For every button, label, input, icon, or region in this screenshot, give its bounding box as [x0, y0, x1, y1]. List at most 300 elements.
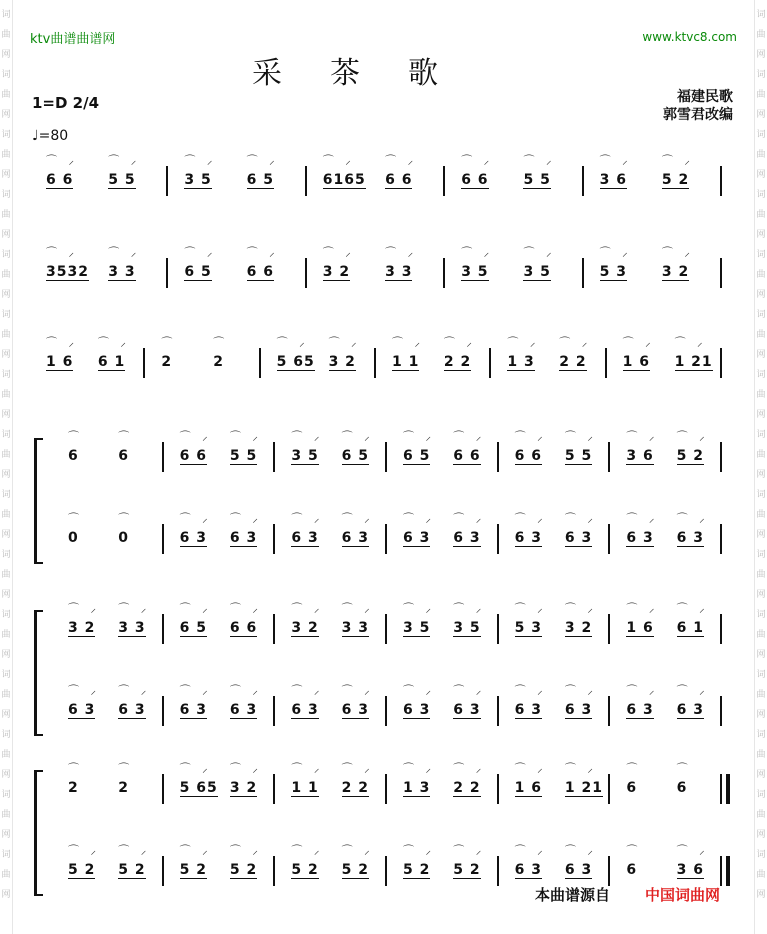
- barline: [166, 258, 168, 288]
- watermark-glyph: 网: [1, 230, 11, 240]
- watermark-glyph: 曲: [756, 570, 766, 580]
- watermark-glyph: 词: [1, 250, 11, 260]
- barline: [273, 614, 275, 644]
- ornament-mark: ⌒ ⸝: [97, 336, 130, 349]
- note-group: 2: [118, 780, 129, 796]
- note-group: 6 5: [179, 620, 208, 636]
- ornament-mark: ⌒ ⸝: [661, 246, 694, 259]
- note-group: 6 3: [403, 702, 431, 718]
- note-group: 2 2: [453, 780, 481, 796]
- watermark-glyph: 曲: [1, 270, 11, 280]
- barline: [497, 774, 499, 804]
- tempo-marking: ♩=80: [32, 128, 69, 144]
- ornament-mark: ⌒ ⸝: [46, 246, 78, 259]
- watermark-glyph: 词: [756, 130, 766, 140]
- ornament-mark: ⌒ ⸝: [514, 684, 547, 697]
- watermark-glyph: 词: [756, 790, 766, 800]
- note-group: 6 3: [453, 702, 481, 718]
- note-group: 6 6: [514, 448, 543, 464]
- ornament-mark: ⌒ ⸝: [514, 512, 547, 525]
- ornament-mark: ⌒ ⸝: [229, 684, 262, 697]
- note-group: 5 5: [564, 448, 593, 464]
- ornament-mark: ⌒ ⸝: [564, 512, 597, 525]
- key-signature: 1=D 2/4: [32, 94, 100, 112]
- staff-row: [54, 428, 724, 474]
- ornament-mark: ⌒ ⸝: [564, 762, 597, 775]
- note-group: 6 3: [564, 530, 593, 546]
- barline: [720, 696, 722, 726]
- watermark-glyph: 曲: [1, 90, 11, 100]
- barline: [273, 524, 275, 554]
- ornament-mark: ⌒ ⸝: [291, 762, 324, 775]
- note-group: 3 2: [291, 620, 319, 636]
- watermark-glyph: 网: [1, 890, 11, 900]
- ornament-mark: ⌒ ⸝: [559, 336, 592, 349]
- watermark-glyph: 词: [756, 730, 766, 740]
- ornament-mark: ⌒ ⸝: [322, 154, 355, 167]
- ornament-mark: ⌒ ⸝: [291, 512, 324, 525]
- watermark-glyph: 词: [1, 310, 11, 320]
- barline: [273, 696, 275, 726]
- note-group: 5 2: [118, 862, 146, 878]
- note-group: 3 5: [403, 620, 431, 636]
- note-group: 5 5: [108, 172, 136, 188]
- staff-row: [32, 334, 724, 380]
- ornament-mark: ⌒ ⸝: [599, 246, 632, 259]
- ornament-mark: ⌒ ⸝: [108, 246, 141, 259]
- note-group: 5 3: [514, 620, 543, 636]
- ornament-mark: ⌒ ⸝: [46, 336, 78, 349]
- note-group: 1 1: [392, 354, 420, 370]
- watermark-glyph: 曲: [756, 750, 766, 760]
- barline: [489, 348, 491, 378]
- ornament-mark: ⌒ ⸝: [68, 684, 100, 697]
- barline: [720, 166, 722, 196]
- ornament-mark: ⌒ ⸝: [453, 602, 486, 615]
- note-group: 1 3: [403, 780, 431, 796]
- ornament-mark: ⌒ ⸝: [385, 246, 418, 259]
- watermark-glyph: 词: [756, 250, 766, 260]
- note-group: 6 3: [229, 702, 258, 718]
- ornament-mark: ⌒ ⸝: [523, 246, 556, 259]
- ornament-mark: ⌒ ⸝: [68, 844, 100, 857]
- note-group: 3 5: [523, 264, 551, 280]
- ornament-mark: ⌒ ⸝: [179, 762, 212, 775]
- ornament-mark: ⌒ ⸝: [403, 844, 435, 857]
- note-group: 6 3: [514, 862, 543, 878]
- watermark-glyph: 曲: [756, 870, 766, 880]
- note-group: 5 2: [291, 862, 319, 878]
- arranger-label: 郭雪君改编: [663, 107, 733, 123]
- note-group: 3532: [46, 264, 89, 280]
- staff-row: [32, 152, 724, 198]
- note-group: 3 2: [68, 620, 96, 636]
- watermark-glyph: 网: [1, 830, 11, 840]
- ornament-mark: ⌒ ⸝: [118, 844, 151, 857]
- ornament-mark: ⌒ ⸝: [341, 844, 374, 857]
- watermark-glyph: 网: [756, 230, 766, 240]
- ornament-mark: ⌒ ⸝: [341, 762, 374, 775]
- watermark-glyph: 网: [1, 470, 11, 480]
- ornament-mark: ⌒ ⸝: [328, 336, 361, 349]
- ornament-mark: ⌒ ⸝: [184, 154, 217, 167]
- watermark-glyph: 曲: [1, 510, 11, 520]
- note-group: 3 3: [341, 620, 369, 636]
- song-title: 采茶歌: [252, 56, 486, 91]
- note-group: 3 6: [676, 862, 704, 878]
- barline: [305, 258, 307, 288]
- note-group: 1 21: [674, 354, 713, 370]
- note-group: 5 65: [276, 354, 315, 370]
- watermark-glyph: 网: [1, 650, 11, 660]
- watermark-glyph: 曲: [1, 30, 11, 40]
- note-group: 6 3: [453, 530, 481, 546]
- watermark-glyph: 曲: [1, 450, 11, 460]
- barline: [385, 696, 387, 726]
- site-name-left[interactable]: ktv曲谱曲谱网: [30, 32, 116, 47]
- watermark-glyph: 词: [756, 70, 766, 80]
- ornament-mark: ⌒ ⸝: [514, 844, 547, 857]
- watermark-glyph: 网: [756, 650, 766, 660]
- ornament-mark: ⌒ ⸝: [291, 430, 324, 443]
- watermark-glyph: 网: [1, 170, 11, 180]
- barline: [720, 442, 722, 472]
- ornament-mark: ⌒ ⸝: [179, 684, 212, 697]
- note-group: 6 3: [341, 530, 369, 546]
- system-brace: [34, 438, 43, 564]
- note-group: 5 3: [599, 264, 627, 280]
- watermark-glyph: 词: [756, 850, 766, 860]
- watermark-glyph: 曲: [756, 810, 766, 820]
- ornament-mark: ⌒ ⸝: [385, 154, 418, 167]
- note-group: 6 3: [514, 530, 543, 546]
- note-group: 0: [118, 530, 129, 546]
- note-group: 3 3: [108, 264, 136, 280]
- watermark-glyph: 网: [756, 830, 766, 840]
- watermark-glyph: 曲: [1, 690, 11, 700]
- ornament-mark: ⌒ ⸝: [291, 602, 324, 615]
- ornament-mark: ⌒ ⸝: [246, 246, 279, 259]
- note-group: 6 1: [676, 620, 704, 636]
- watermark-glyph: 词: [1, 550, 11, 560]
- note-group: 2: [213, 354, 224, 370]
- ornament-mark: ⌒: [626, 844, 642, 857]
- ornament-mark: ⌒ ⸝: [341, 684, 374, 697]
- watermark-glyph: 曲: [756, 330, 766, 340]
- ornament-mark: ⌒ ⸝: [461, 154, 494, 167]
- ornament-mark: ⌒ ⸝: [179, 602, 212, 615]
- ornament-mark: ⌒ ⸝: [676, 602, 709, 615]
- note-group: 6: [676, 780, 688, 796]
- watermark-glyph: 网: [756, 710, 766, 720]
- barline: [385, 856, 387, 886]
- ornament-mark: ⌒ ⸝: [676, 684, 709, 697]
- watermark-glyph: 曲: [1, 630, 11, 640]
- watermark-glyph: 曲: [756, 270, 766, 280]
- barline: [162, 614, 164, 644]
- note-group: 1 6: [622, 354, 651, 370]
- note-group: 1 6: [626, 620, 654, 636]
- watermark-glyph: 词: [1, 670, 11, 680]
- barline: [162, 524, 164, 554]
- watermark-glyph: 网: [756, 50, 766, 60]
- footer-brand-link[interactable]: 中国词曲网: [645, 886, 721, 904]
- barline: [497, 856, 499, 886]
- watermark-glyph: 网: [756, 530, 766, 540]
- watermark-glyph: 词: [756, 430, 766, 440]
- note-group: 3 6: [599, 172, 627, 188]
- note-group: 0: [68, 530, 79, 546]
- watermark-glyph: 词: [756, 190, 766, 200]
- watermark-glyph: 词: [1, 370, 11, 380]
- ornament-mark: ⌒ ⸝: [322, 246, 355, 259]
- ornament-mark: ⌒: [213, 336, 229, 349]
- barline: [608, 442, 610, 472]
- barline: [162, 442, 164, 472]
- ornament-mark: ⌒ ⸝: [108, 154, 141, 167]
- note-group: 5 2: [661, 172, 690, 188]
- watermark-glyph: 词: [1, 430, 11, 440]
- ornament-mark: ⌒ ⸝: [46, 154, 78, 167]
- note-group: 6 6: [46, 172, 74, 188]
- barline: [259, 348, 261, 378]
- ornament-mark: ⌒ ⸝: [229, 762, 262, 775]
- watermark-glyph: 词: [1, 490, 11, 500]
- ornament-mark: ⌒ ⸝: [564, 430, 597, 443]
- barline: [720, 258, 722, 288]
- ornament-mark: ⌒ ⸝: [118, 684, 151, 697]
- watermark-glyph: 网: [1, 770, 11, 780]
- note-group: 3 2: [322, 264, 351, 280]
- ornament-mark: ⌒ ⸝: [341, 512, 374, 525]
- barline: [162, 774, 164, 804]
- watermark-glyph: 词: [1, 190, 11, 200]
- barline: [605, 348, 607, 378]
- system-brace: [34, 610, 43, 736]
- note-group: 6 3: [341, 702, 369, 718]
- final-barline: [720, 774, 722, 804]
- ornament-mark: ⌒: [68, 762, 83, 775]
- barline: [305, 166, 307, 196]
- note-group: 1 21: [564, 780, 604, 796]
- note-group: 6 6: [453, 448, 481, 464]
- ornament-mark: ⌒ ⸝: [179, 512, 212, 525]
- note-group: 6 5: [341, 448, 369, 464]
- barline: [385, 774, 387, 804]
- note-group: 5 5: [229, 448, 258, 464]
- ornament-mark: ⌒ ⸝: [403, 602, 435, 615]
- site-url-right[interactable]: www.ktvc8.com: [642, 30, 737, 44]
- ornament-mark: ⌒ ⸝: [564, 602, 597, 615]
- note-group: 6 1: [97, 354, 126, 370]
- ornament-mark: ⌒ ⸝: [453, 512, 486, 525]
- ornament-mark: ⌒ ⸝: [246, 154, 279, 167]
- barline: [608, 696, 610, 726]
- ornament-mark: ⌒: [161, 336, 177, 349]
- watermark-glyph: 网: [756, 470, 766, 480]
- note-group: 5 2: [229, 862, 258, 878]
- watermark-strip-left: [0, 0, 13, 934]
- staff-row: [32, 244, 724, 290]
- ornament-mark: ⌒ ⸝: [276, 336, 309, 349]
- note-group: 5 2: [403, 862, 431, 878]
- ornament-mark: ⌒ ⸝: [453, 430, 486, 443]
- barline: [443, 166, 445, 196]
- watermark-glyph: 词: [756, 370, 766, 380]
- barline: [720, 614, 722, 644]
- note-group: 6 6: [179, 448, 208, 464]
- ornament-mark: ⌒ ⸝: [453, 684, 486, 697]
- barline: [443, 258, 445, 288]
- note-group: 6 3: [229, 530, 258, 546]
- ornament-mark: ⌒ ⸝: [453, 844, 486, 857]
- ornament-mark: ⌒: [118, 762, 134, 775]
- ornament-mark: ⌒: [118, 430, 134, 443]
- watermark-glyph: 网: [756, 770, 766, 780]
- watermark-glyph: 网: [756, 350, 766, 360]
- note-group: 3 2: [328, 354, 356, 370]
- watermark-glyph: 曲: [756, 510, 766, 520]
- note-group: 6: [626, 862, 638, 878]
- ornament-mark: ⌒ ⸝: [341, 602, 374, 615]
- ornament-mark: ⌒ ⸝: [403, 684, 435, 697]
- note-group: 5 2: [179, 862, 208, 878]
- barline: [385, 524, 387, 554]
- note-group: 6165: [322, 172, 366, 188]
- note-group: 6 5: [184, 264, 212, 280]
- note-group: 6 3: [68, 702, 96, 718]
- footer-source-label: 本曲谱源自: [535, 886, 611, 904]
- ornament-mark: ⌒ ⸝: [507, 336, 540, 349]
- ornament-mark: ⌒ ⸝: [676, 430, 709, 443]
- ornament-mark: ⌒: [676, 762, 692, 775]
- ornament-mark: ⌒ ⸝: [184, 246, 217, 259]
- ornament-mark: ⌒ ⸝: [403, 512, 435, 525]
- note-group: 2 2: [559, 354, 587, 370]
- ornament-mark: ⌒: [118, 512, 134, 525]
- note-group: 2 2: [443, 354, 472, 370]
- ornament-mark: ⌒ ⸝: [403, 762, 435, 775]
- barline: [273, 442, 275, 472]
- note-group: 2: [68, 780, 79, 796]
- ornament-mark: ⌒ ⸝: [179, 844, 212, 857]
- ornament-mark: ⌒ ⸝: [229, 512, 262, 525]
- watermark-glyph: 词: [756, 550, 766, 560]
- note-group: 6 5: [246, 172, 275, 188]
- barline: [166, 166, 168, 196]
- watermark-glyph: 词: [756, 490, 766, 500]
- barline: [720, 348, 722, 378]
- note-group: 6 6: [461, 172, 489, 188]
- ornament-mark: ⌒ ⸝: [443, 336, 476, 349]
- staff-row: [54, 842, 724, 888]
- watermark-glyph: 词: [1, 10, 11, 20]
- watermark-glyph: 词: [756, 10, 766, 20]
- barline: [497, 524, 499, 554]
- note-group: 3 5: [453, 620, 481, 636]
- barline: [497, 696, 499, 726]
- watermark-glyph: 网: [1, 710, 11, 720]
- note-group: 5 5: [523, 172, 551, 188]
- ornament-mark: ⌒ ⸝: [626, 684, 659, 697]
- watermark-glyph: 词: [756, 670, 766, 680]
- ornament-mark: ⌒ ⸝: [626, 430, 659, 443]
- ornament-mark: ⌒ ⸝: [676, 844, 709, 857]
- watermark-glyph: 曲: [1, 150, 11, 160]
- watermark-glyph: 词: [1, 130, 11, 140]
- note-group: 6: [626, 780, 638, 796]
- watermark-glyph: 网: [1, 590, 11, 600]
- ornament-mark: ⌒ ⸝: [622, 336, 655, 349]
- watermark-glyph: 网: [756, 170, 766, 180]
- ornament-mark: ⌒ ⸝: [68, 602, 100, 615]
- watermark-glyph: 词: [756, 310, 766, 320]
- note-group: 6 6: [246, 264, 275, 280]
- watermark-glyph: 网: [756, 290, 766, 300]
- watermark-glyph: 曲: [1, 750, 11, 760]
- ornament-mark: ⌒ ⸝: [599, 154, 632, 167]
- watermark-glyph: 网: [1, 530, 11, 540]
- watermark-glyph: 曲: [1, 570, 11, 580]
- ornament-mark: ⌒ ⸝: [229, 844, 262, 857]
- barline: [497, 442, 499, 472]
- barline: [143, 348, 145, 378]
- note-group: 6 3: [179, 702, 208, 718]
- watermark-glyph: 曲: [1, 210, 11, 220]
- barline: [582, 166, 584, 196]
- note-group: 2: [161, 354, 173, 370]
- note-group: 3 3: [118, 620, 146, 636]
- note-group: 6 3: [514, 702, 543, 718]
- note-group: 6 3: [676, 702, 704, 718]
- note-group: 6 3: [179, 530, 208, 546]
- ornament-mark: ⌒ ⸝: [453, 762, 486, 775]
- note-group: 2 2: [341, 780, 369, 796]
- note-group: 6 3: [676, 530, 704, 546]
- note-group: 6 3: [291, 530, 319, 546]
- watermark-glyph: 词: [1, 730, 11, 740]
- watermark-glyph: 网: [1, 410, 11, 420]
- note-group: 3 5: [291, 448, 319, 464]
- ornament-mark: ⌒ ⸝: [179, 430, 212, 443]
- note-group: 5 2: [676, 448, 704, 464]
- note-group: 6 3: [564, 862, 593, 878]
- ornament-mark: ⌒ ⸝: [291, 684, 324, 697]
- staff-row: [54, 600, 724, 646]
- note-group: 3 5: [461, 264, 489, 280]
- ornament-mark: ⌒ ⸝: [341, 430, 374, 443]
- ornament-mark: ⌒ ⸝: [674, 336, 707, 349]
- watermark-glyph: 曲: [756, 630, 766, 640]
- watermark-glyph: 网: [756, 590, 766, 600]
- watermark-glyph: 网: [756, 410, 766, 420]
- note-group: 5 2: [341, 862, 369, 878]
- ornament-mark: ⌒ ⸝: [514, 430, 547, 443]
- staff-row: [54, 760, 724, 806]
- watermark-glyph: 曲: [756, 210, 766, 220]
- note-group: 1 3: [507, 354, 535, 370]
- watermark-glyph: 网: [1, 350, 11, 360]
- watermark-glyph: 网: [1, 110, 11, 120]
- barline: [162, 856, 164, 886]
- note-group: 6 3: [291, 702, 319, 718]
- barline: [162, 696, 164, 726]
- note-group: 6: [68, 448, 79, 464]
- ornament-mark: ⌒ ⸝: [564, 844, 597, 857]
- ornament-mark: ⌒: [68, 512, 83, 525]
- barline: [385, 614, 387, 644]
- barline: [608, 774, 610, 804]
